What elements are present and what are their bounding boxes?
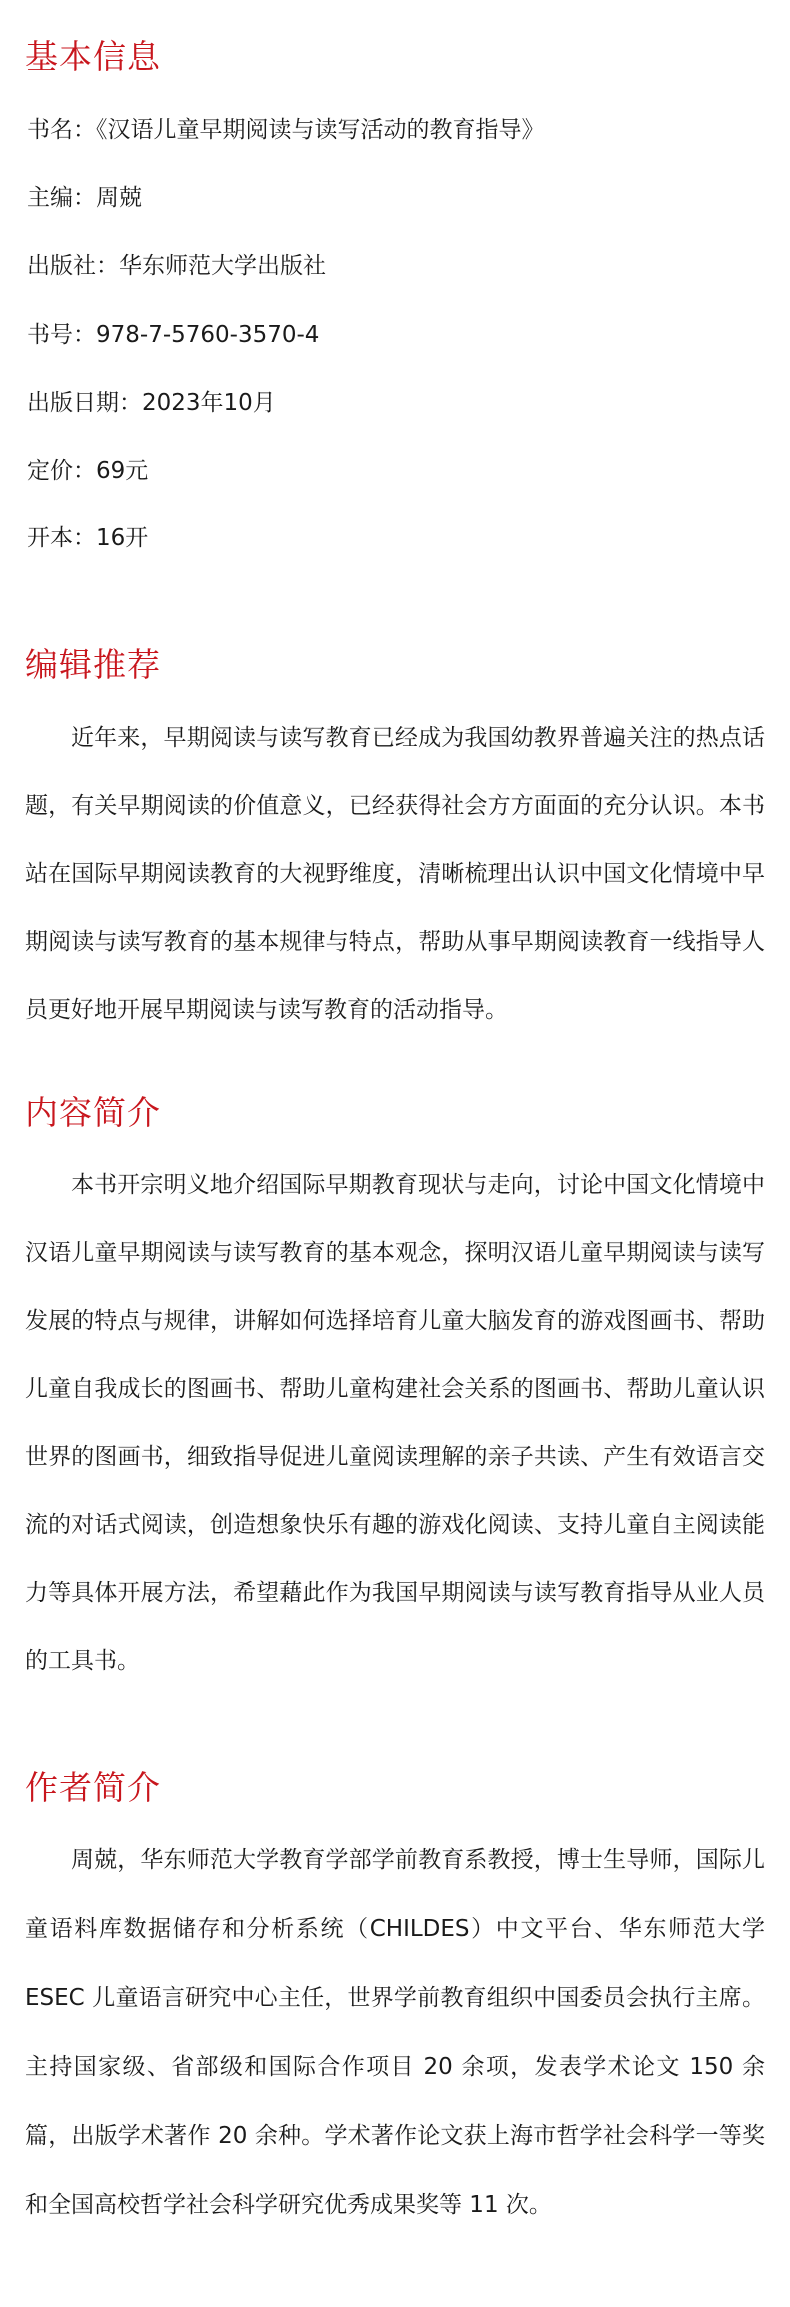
info-format: 开本：16开 — [27, 525, 149, 551]
info-title: 书名：《汉语儿童早期阅读与读写活动的教育指导》 — [27, 117, 545, 143]
content-summary-text: 本书开宗明义地介绍国际早期教育现状与走向，讨论中国文化情境中汉语儿童早期阅读与读写教育的基本观念，探明汉语儿童早期阅读与读写发展的特点与规律，讲解如何选择培育儿童大脑发育的游戏图画书、帮助儿童自我成长的图画书、帮助儿童构建社会关系的图画书、帮助儿童认识世界的图画书，细致指导促进儿童阅读理解的亲子共读、产生有效语言交流的对话式阅读，创造想象快乐有趣的游戏化阅读、支持儿童自主阅读能力等具体开展方法，希望藉此作为我国早期阅读与读写教育指导从业人员的工具书。 — [25, 1172, 765, 1674]
info-isbn: 书号：978-7-5760-3570-4 — [27, 322, 320, 348]
author-intro-heading: 作者简介 — [25, 1768, 161, 1807]
editor-recommendation-text: 近年来，早期阅读与读写教育已经成为我国幼教界普遍关注的热点话题，有关早期阅读的价值意义，已经获得社会方方面面的充分认识。本书站在国际早期阅读教育的大视野维度，清晰梳理出认识中国文化情境中早期阅读与读写教育的基本规律与特点，帮助从事早期阅读教育一线指导人员更好地开展早期阅读与读写教育的活动指导。 — [25, 725, 765, 1023]
info-editor: 主编：周兢 — [27, 185, 142, 211]
editor-recommendation-heading: 编辑推荐 — [25, 645, 161, 684]
info-publisher: 出版社：华东师范大学出版社 — [27, 253, 326, 279]
info-price: 定价：69元 — [27, 458, 149, 484]
content-summary-heading: 内容简介 — [25, 1093, 161, 1132]
basic-info-heading: 基本信息 — [25, 37, 161, 76]
author-intro-text: 周兢，华东师范大学教育学部学前教育系教授，博士生导师，国际儿童语料库数据储存和分析系统（CHILDES）中文平台、华东师范大学 ESEC 儿童语言研究中心主任，世界学前教育组织中国委员会执行主席。主持国家级、省部级和国际合作项目 20 余项，发表学术论文 150 余篇，出版学术著作 20 余种。学术著作论文获上海市哲学社会科学一等奖和全国高校哲学社会科学研究优秀成果奖等 11 次。 — [25, 1847, 765, 2218]
info-publish-date: 出版日期：2023年10月 — [27, 390, 276, 416]
